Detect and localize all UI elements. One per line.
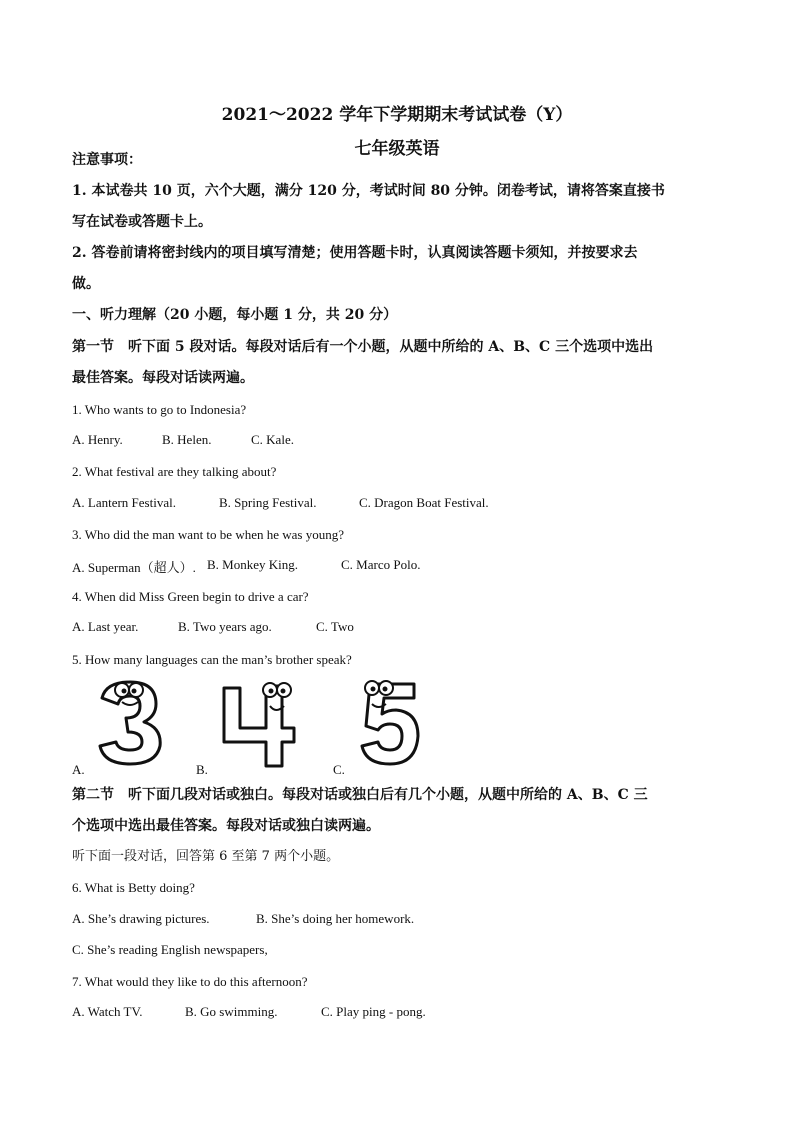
notes-heading: 注意事项： [72, 152, 142, 168]
q3-option-a: A. Superman（超人）. [72, 560, 196, 575]
q4-option-b: B. Two years ago. [178, 619, 272, 634]
q5-option-b: B. [196, 762, 208, 777]
q6-option-a: A. She’s drawing pictures. [72, 911, 210, 926]
q7-option-a: A. Watch TV. [72, 1004, 143, 1019]
notes-item1-line1: 1. 本试卷共 10 页，六个大题，满分 120 分，考试时间 80 分钟。闭卷考试，请将答案直接书 [72, 183, 665, 199]
figure-c-value: 5 [389, 769, 390, 770]
question-7: 7. What would they like to do this afternoon? [72, 974, 308, 989]
number-five-cartoon [354, 676, 424, 770]
q1-option-b: B. Helen. [162, 432, 212, 447]
q4-option-c: C. Two [316, 619, 354, 634]
q1-option-a: A. Henry. [72, 432, 123, 447]
q6-option-c: C. She’s reading English newspapers, [72, 942, 268, 957]
exam-subtitle: 七年级英语 [354, 139, 440, 159]
figure-b-value: 4 [258, 769, 259, 770]
notes-item2-line1: 2. 答卷前请将密封线内的项目填写清楚；使用答题卡时，认真阅读答题卡须知，并按要求去 [72, 245, 638, 261]
exam-title: 2021～2022 学年下学期期末考试试卷（Y） [221, 105, 573, 125]
q6-option-b: B. She’s doing her homework. [256, 911, 415, 926]
q7-option-b: B. Go swimming. [185, 1004, 278, 1019]
section1-heading: 一、听力理解（20 小题，每小题 1 分，共 20 分） [72, 307, 398, 323]
q7-option-c: C. Play ping - pong. [321, 1004, 426, 1019]
q3-option-b: B. Monkey King. [207, 557, 298, 572]
question-1: 1. Who wants to go to Indonesia? [72, 402, 247, 417]
section1-part1-line2: 最佳答案。每段对话读两遍。 [72, 370, 254, 386]
q4-option-a: A. Last year. [72, 619, 139, 634]
question-3: 3. Who did the man want to be when he was young? [72, 527, 344, 542]
number-three-cartoon [92, 676, 172, 768]
q5-option-a: A. [72, 762, 85, 777]
q2-option-c: C. Dragon Boat Festival. [359, 495, 489, 510]
q1-option-c: C. Kale. [251, 432, 294, 447]
section1-part1-line1: 第一节 听下面 5 段对话。每段对话后有一个小题，从题中所给的 A、B、C 三个选项中选出 [72, 339, 654, 355]
question-5: 5. How many languages can the man’s brother speak? [72, 652, 352, 667]
part2-line2: 个选项中选出最佳答案。每段对话或独白读两遍。 [72, 818, 380, 834]
question-4: 4. When did Miss Green begin to drive a car? [72, 589, 309, 604]
number-four-cartoon [218, 680, 304, 770]
q2-option-a: A. Lantern Festival. [72, 495, 176, 510]
q3-option-c: C. Marco Polo. [341, 557, 421, 572]
question-2: 2. What festival are they talking about? [72, 464, 277, 479]
part2-instruction: 听下面一段对话，回答第 6 至第 7 两个小题。 [72, 849, 340, 864]
notes-item2-line2: 做。 [72, 276, 100, 292]
q2-option-b: B. Spring Festival. [219, 495, 317, 510]
figure-a-value: 3 [132, 767, 133, 768]
notes-item1-line2: 写在试卷或答题卡上。 [72, 214, 212, 230]
q5-option-c: C. [333, 762, 345, 777]
question-6: 6. What is Betty doing? [72, 880, 195, 895]
part2-line1: 第二节 听下面几段对话或独白。每段对话或独白后有几个小题，从题中所给的 A、B、C 三 [72, 787, 648, 803]
